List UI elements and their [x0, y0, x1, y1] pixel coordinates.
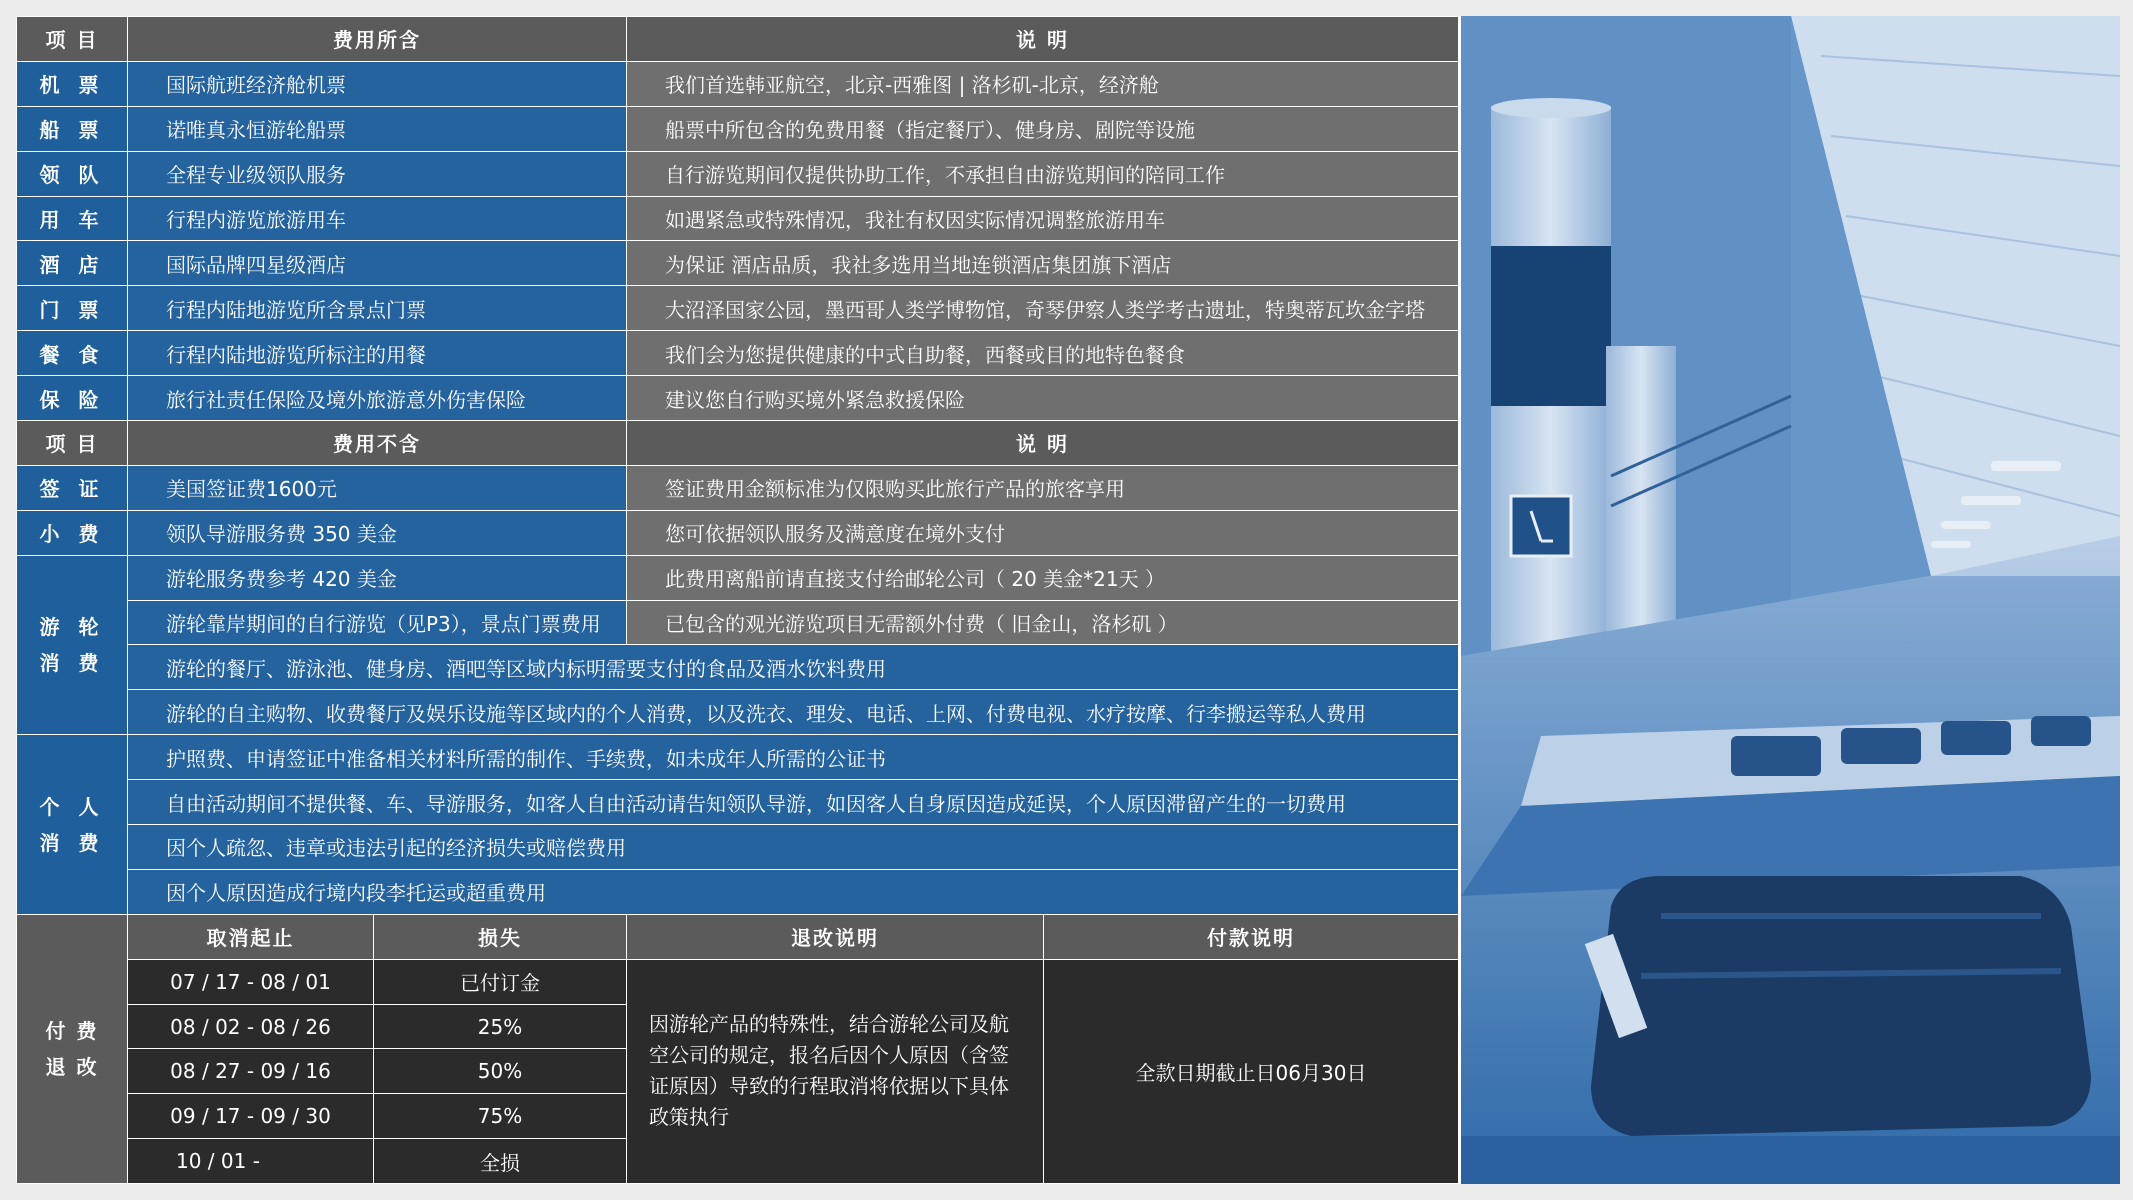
included-row — [17, 196, 1459, 241]
fee-note: 如遇紧急或特殊情况，我社有权因实际情况调整旅游用车 — [627, 196, 1459, 241]
included-row — [17, 286, 1459, 331]
itinerary-fee-sheet — [16, 16, 2120, 1184]
refund-note: 因游轮产品的特殊性，结合游轮公司及航空公司的规定，报名后因个人原因（含签证原因）导致的行程取消将依据以下具体政策执行 — [627, 959, 1044, 1183]
fee-description: 领队导游服务费 350 美金 — [128, 510, 627, 555]
included-row — [17, 376, 1459, 421]
fee-description: 行程内陆地游览所含景点门票 — [128, 286, 627, 331]
fee-description: 游轮服务费参考 420 美金 — [128, 555, 627, 600]
fee-note: 为保证 酒店品质，我社多选用当地连锁酒店集团旗下酒店 — [627, 241, 1459, 286]
fee-note: 签证费用金额标准为仅限购买此旅行产品的旅客享用 — [627, 465, 1459, 510]
item-label: 领 队 — [17, 151, 128, 196]
fee-description: 美国签证费1600元 — [128, 465, 627, 510]
item-label-line: 消 费 — [39, 830, 105, 855]
loss-value: 已付订金 — [374, 959, 627, 1004]
item-label: 船 票 — [17, 106, 128, 151]
loss-value: 75% — [374, 1094, 627, 1139]
item-label: 签 证 — [17, 465, 128, 510]
loss-value: 全损 — [374, 1139, 627, 1184]
included-row — [17, 61, 1459, 106]
item-label: 酒 店 — [17, 241, 128, 286]
cancel-period: 08 / 02 - 08 / 26 — [128, 1004, 374, 1049]
fee-description: 国际航班经济舱机票 — [128, 61, 627, 106]
personal-row — [17, 869, 1459, 914]
fee-description: 诺唯真永恒游轮船票 — [128, 106, 627, 151]
item-label: 餐 食 — [17, 331, 128, 376]
fee-description: 自由活动期间不提供餐、车、导游服务，如客人自由活动请告知领队导游，如因客人自身原因造成延误，个人原因滞留产生的一切费用 — [128, 780, 1459, 825]
item-label-line: 付 费 — [45, 1018, 99, 1043]
personal-row — [17, 780, 1459, 825]
fee-note: 船票中所包含的免费用餐（指定餐厅）、健身房、剧院等设施 — [627, 106, 1459, 151]
item-label-line: 消 费 — [39, 650, 105, 675]
included-header-row — [17, 17, 1459, 62]
included-row — [17, 331, 1459, 376]
item-label-line: 个 人 — [39, 794, 105, 819]
item-label-personal — [17, 735, 128, 915]
cruise-row — [17, 600, 1459, 645]
fee-note: 自行游览期间仅提供协助工作，不承担自由游览期间的陪同工作 — [627, 151, 1459, 196]
fee-note: 您可依据领队服务及满意度在境外支付 — [627, 510, 1459, 555]
fee-note: 我们会为您提供健康的中式自助餐，西餐或目的地特色餐食 — [627, 331, 1459, 376]
included-row — [17, 241, 1459, 286]
fee-note: 大沼泽国家公园，墨西哥人类学博物馆，奇琴伊察人类学考古遗址，特奥蒂瓦坎金字塔 — [627, 286, 1459, 331]
item-label: 门 票 — [17, 286, 128, 331]
fee-description: 游轮靠岸期间的自行游览（见P3），景点门票费用 — [128, 600, 627, 645]
cruise-full-row — [17, 690, 1459, 735]
column-header: 说 明 — [627, 17, 1459, 62]
cruise-full-row — [17, 645, 1459, 690]
excluded-header-row — [17, 421, 1459, 466]
personal-row — [17, 735, 1459, 780]
column-header: 说 明 — [627, 421, 1459, 466]
included-row — [17, 106, 1459, 151]
item-label-line: 退 改 — [45, 1054, 99, 1079]
fee-note: 已包含的观光游览项目无需额外付费（ 旧金山，洛杉矶 ） — [627, 600, 1459, 645]
fee-description: 国际品牌四星级酒店 — [128, 241, 627, 286]
fee-description: 因个人原因造成行境内段李托运或超重费用 — [128, 869, 1459, 914]
item-label-line: 游 轮 — [39, 614, 105, 639]
payment-header-row — [17, 914, 1459, 959]
excluded-row — [17, 465, 1459, 510]
loss-value: 50% — [374, 1049, 627, 1094]
column-header: 费用不含 — [128, 421, 627, 466]
cancel-period: 08 / 27 - 09 / 16 — [128, 1049, 374, 1094]
column-header: 费用所含 — [128, 17, 627, 62]
cruise-row — [17, 555, 1459, 600]
column-header: 退改说明 — [627, 914, 1044, 959]
fee-table — [16, 16, 1459, 1184]
airport-baggage-photo — [1461, 16, 2120, 1184]
loss-value: 25% — [374, 1004, 627, 1049]
cancel-period: 10 / 01 - — [128, 1139, 374, 1184]
fee-description: 护照费、申请签证中准备相关材料所需的制作、手续费，如未成年人所需的公证书 — [128, 735, 1459, 780]
personal-row — [17, 825, 1459, 870]
fee-note: 建议您自行购买境外紧急救援保险 — [627, 376, 1459, 421]
column-header: 项 目 — [17, 421, 128, 466]
fee-note: 我们首选韩亚航空，北京-西雅图 | 洛杉矶-北京，经济舱 — [627, 61, 1459, 106]
item-label-payment — [17, 914, 128, 1183]
fee-description: 旅行社责任保险及境外旅游意外伤害保险 — [128, 376, 627, 421]
included-row — [17, 151, 1459, 196]
fee-description: 游轮的餐厅、游泳池、健身房、酒吧等区域内标明需要支付的食品及酒水饮料费用 — [128, 645, 1459, 690]
item-label: 用 车 — [17, 196, 128, 241]
item-label-cruise — [17, 555, 128, 735]
fee-description: 游轮的自主购物、收费餐厅及娱乐设施等区域内的个人消费，以及洗衣、理发、电话、上网、付费电视、水疗按摩、行李搬运等私人费用 — [128, 690, 1459, 735]
column-header: 付款说明 — [1044, 914, 1459, 959]
payment-note: 全款日期截止日06月30日 — [1044, 959, 1459, 1183]
fee-note: 此费用离船前请直接支付给邮轮公司（ 20 美金*21天 ） — [627, 555, 1459, 600]
item-label: 保 险 — [17, 376, 128, 421]
item-label: 机 票 — [17, 61, 128, 106]
fee-description: 行程内游览旅游用车 — [128, 196, 627, 241]
fee-description: 全程专业级领队服务 — [128, 151, 627, 196]
excluded-row — [17, 510, 1459, 555]
fee-description: 因个人疏忽、违章或违法引起的经济损失或赔偿费用 — [128, 825, 1459, 870]
cancellation-row — [17, 959, 1459, 1004]
column-header: 项 目 — [17, 17, 128, 62]
column-header: 取消起止 — [128, 914, 374, 959]
cancel-period: 09 / 17 - 09 / 30 — [128, 1094, 374, 1139]
column-header: 损失 — [374, 914, 627, 959]
cancel-period: 07 / 17 - 08 / 01 — [128, 959, 374, 1004]
fee-description: 行程内陆地游览所标注的用餐 — [128, 331, 627, 376]
item-label: 小 费 — [17, 510, 128, 555]
